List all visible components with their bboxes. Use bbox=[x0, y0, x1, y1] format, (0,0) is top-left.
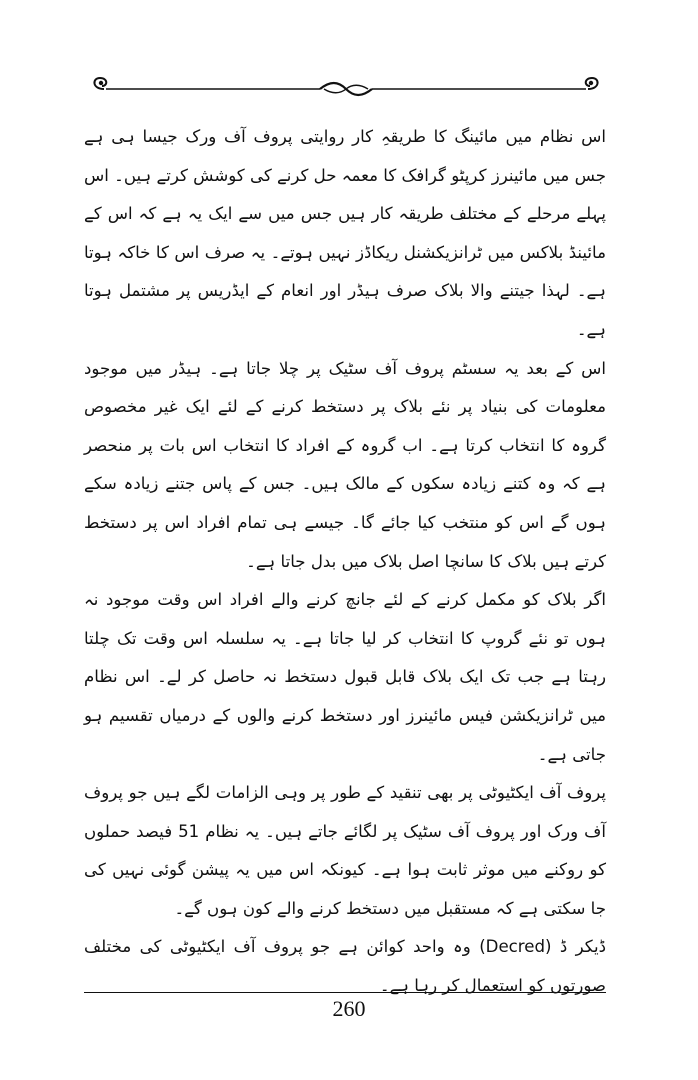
footer-divider bbox=[84, 992, 606, 993]
paragraph-5: ڈیکر ڈ (Decred) وہ واحد کوائن ہے جو پروف آف ایکٹیوٹی کی مختلف صورتوں کو استعمال کر رہا ہے۔ bbox=[84, 937, 606, 996]
header-ornament bbox=[86, 72, 606, 106]
paragraph-4: پروف آف ایکٹیوٹی پر بھی تنقید کے طور پر وہی الزامات لگے ہیں جو پروف آف ورک اور پروف آف سٹیک پر لگائے جاتے ہیں۔ یہ نظام 51 فیصد حملوں کو روکنے میں موثر ثابت ہوا ہے۔ کیونکہ اس میں یہ پیشن گوئی نہیں کی جا سکتی ہے کہ مستقبل میں دستخط کرنے والے کون ہوں گے۔ bbox=[84, 783, 606, 918]
body-text bbox=[84, 118, 606, 1006]
page-number: 260 bbox=[332, 996, 366, 1021]
paragraph-1: اس نظام میں مائینگ کا طریقہِ کار روایتی پروف آف ورک جیسا ہی ہے جس میں مائینرز کرپٹو گرافک کا معمہ حل کرنے کی کوشش کرتے ہیں۔ اس پہلے مرحلے کے مختلف طریقہ کار ہیں جس میں سے ایک یہ ہے کہ اس کے مائینڈ بلاکس میں ٹرانزیکشنل ریکاڈز نہیں ہوتے۔ یہ صرف اس کا خاکہ ہوتا ہے۔ لہذا جیتنے والا بلاک صرف ہیڈر اور انعام کے ایڈریس پر مشتمل ہوتا ہے۔ bbox=[84, 127, 606, 339]
paragraph-2: اس کے بعد یہ سسٹم پروف آف سٹیک پر چلا جاتا ہے۔ ہیڈر میں موجود معلومات کی بنیاد پر نئے بلاک پر دستخط کرنے کے لئے ایک غیر مخصوص گروہ کا انتخاب کرتا ہے۔ اب گروہ کے افراد کا انتخاب اس بات پر منحصر ہے کہ وہ کتنے زیادہ سکوں کے مالک ہیں۔ جس کے پاس جتنے زیادہ سکے ہوں گے اس کو منتخب کیا جائے گا۔ جیسے ہی تمام افراد اس پر دستخط کرتے ہیں بلاک کا سانچا اصل بلاک میں بدل جاتا ہے۔ bbox=[84, 358, 606, 571]
paragraph-3: اگر بلاک کو مکمل کرنے کے لئے جانچ کرنے والے افراد اس وقت موجود نہ ہوں تو نئے گروپ کا انتخاب کر لیا جاتا ہے۔ یہ سلسلہ اس وقت تک چلتا رہتا ہے جب تک ایک بلاک قابل قبول دستخط نہ حاصل کر لے۔ اس نظام میں ٹرانزیکشن فیس مائینرز اور دستخط کرنے والوں کے درمیاں تقسیم ہو جاتی ہے۔ bbox=[84, 590, 606, 764]
